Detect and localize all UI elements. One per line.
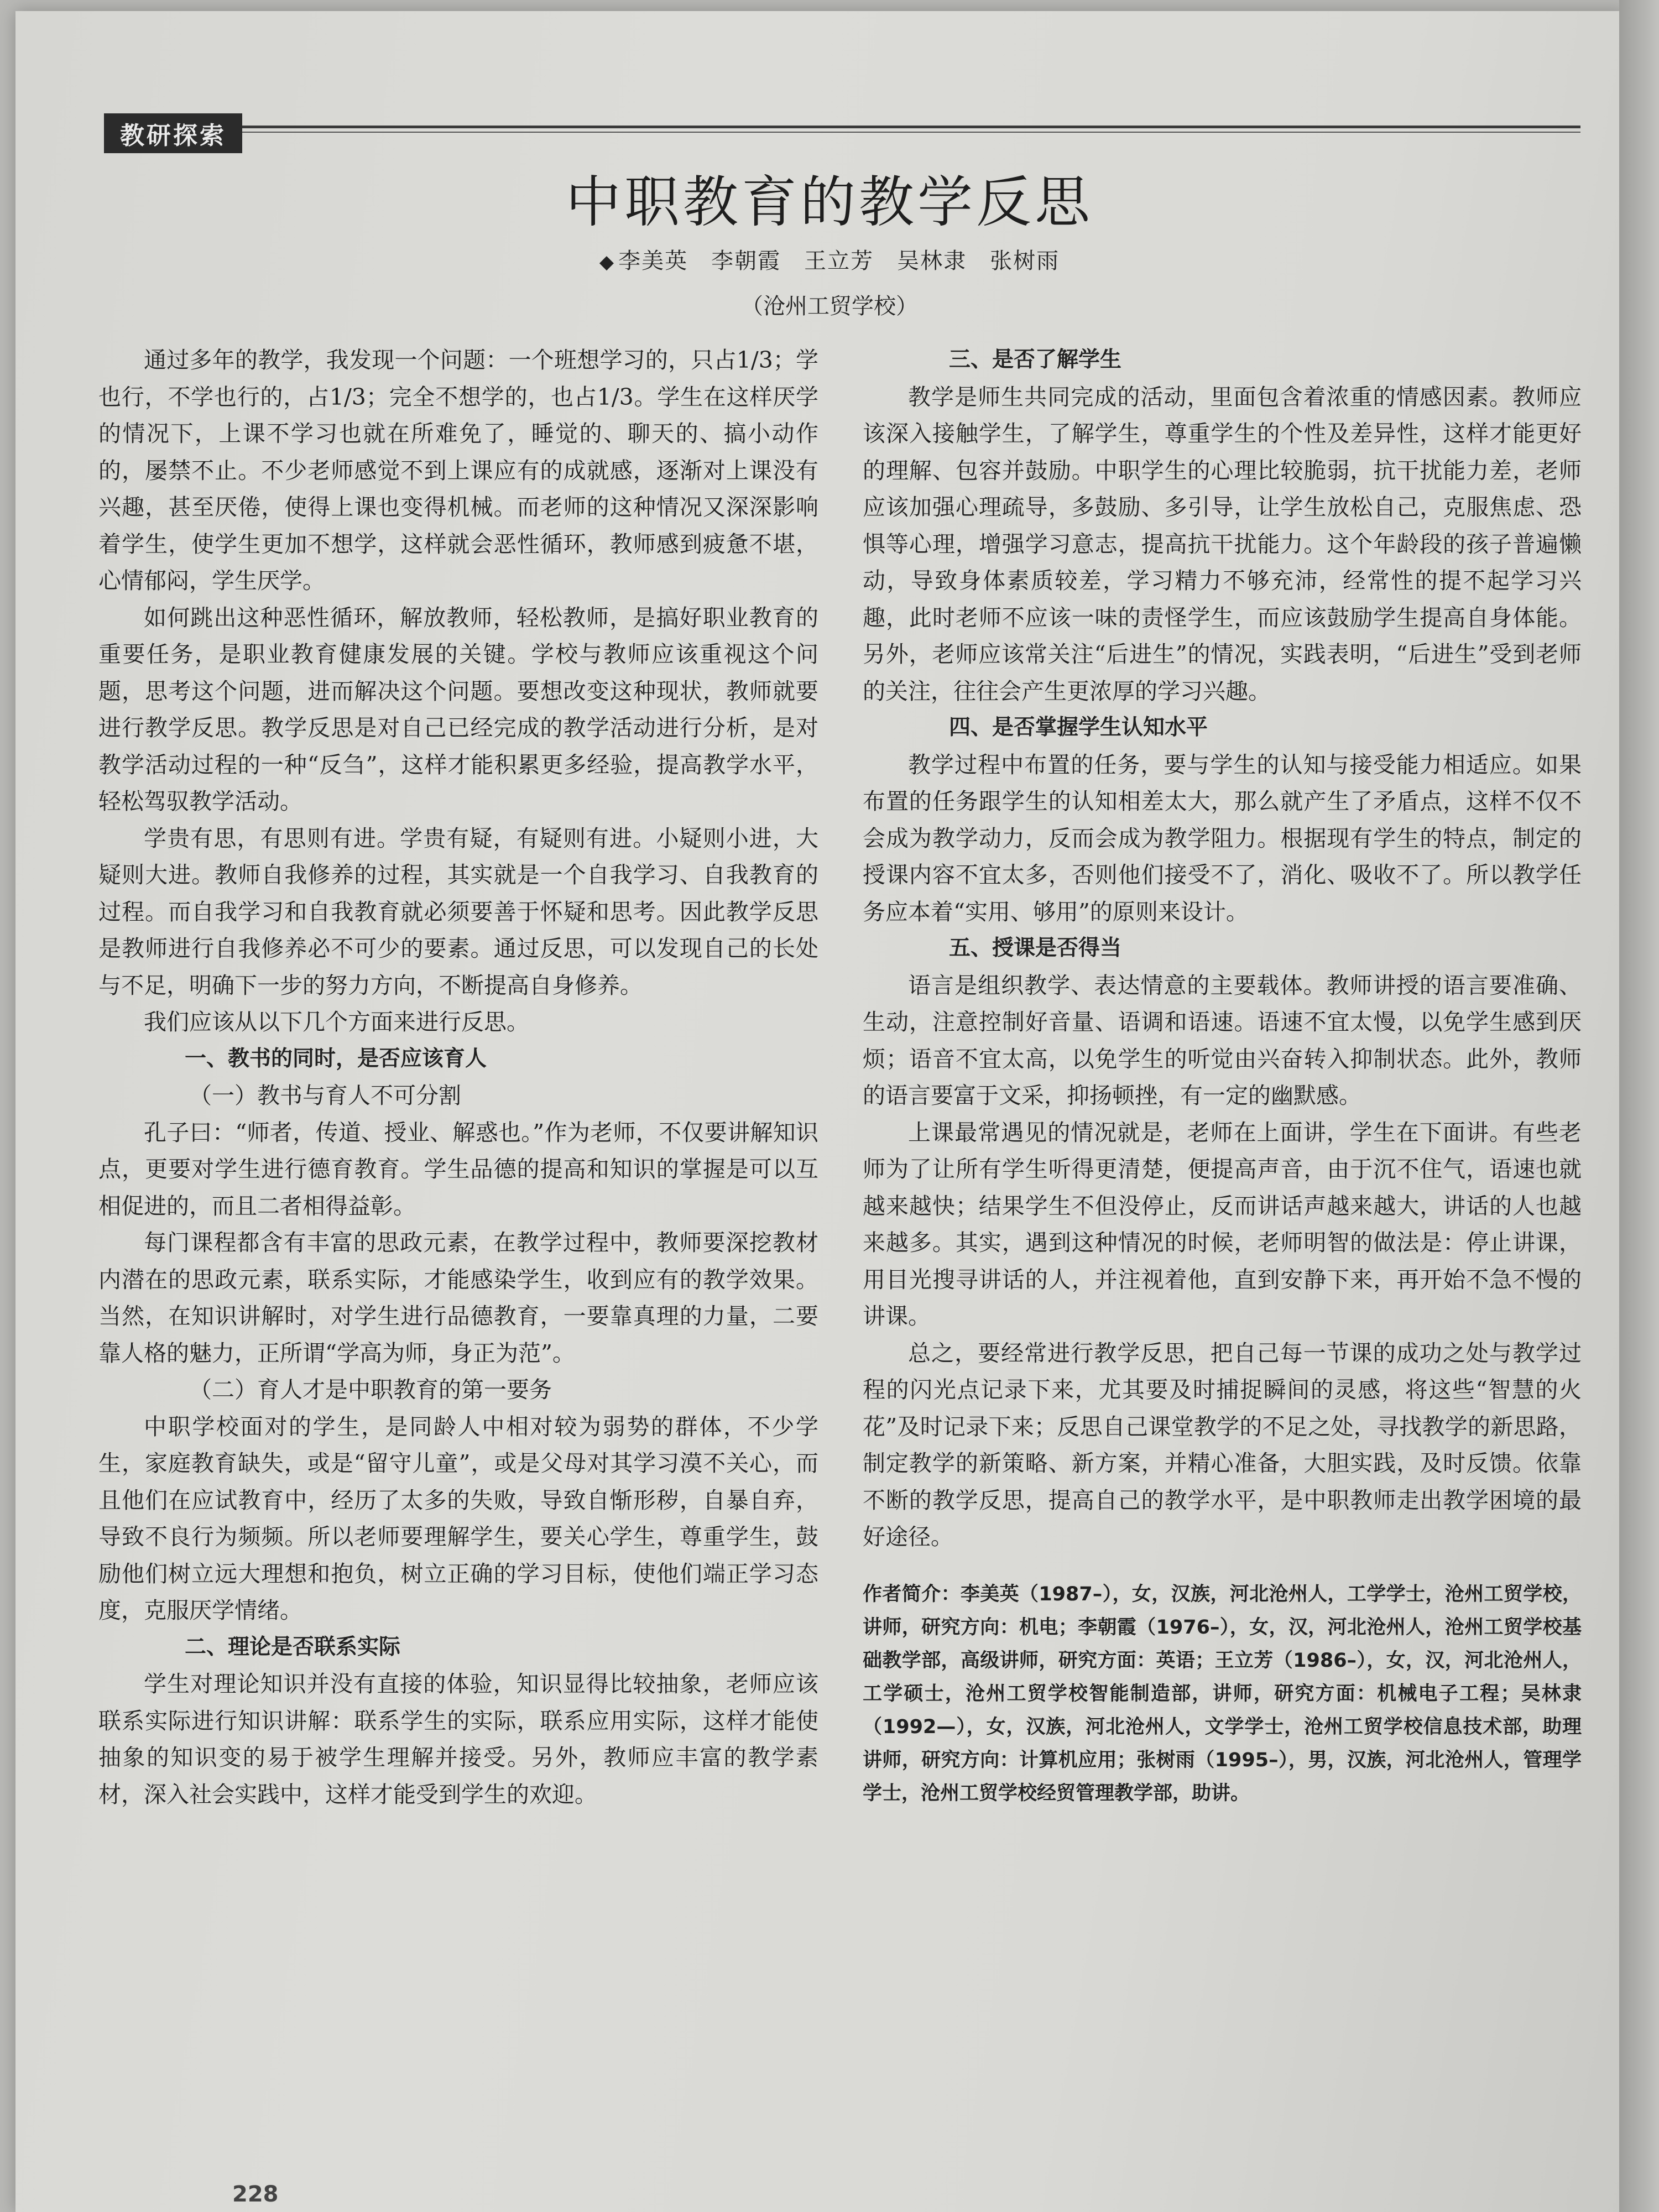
section-heading: 一、教书的同时，是否应该育人 — [185, 1046, 487, 1071]
header-rule-thin — [242, 132, 1580, 133]
paragraph: 语言是组织教学、表达情意的主要载体。教师讲授的语言要准确、生动，注意控制好音量、语调和语速。语速不宜太慢，以免学生感到厌烦；语音不宜太高，以免学生的听觉由兴奋转入抑制状态。此外，教师的语言要富于文采，抑扬顿挫，有一定的幽默感。 — [863, 972, 1582, 1109]
author-names: 李美英 李朝霞 王立芳 吴林隶 张树雨 — [618, 248, 1060, 274]
right-column — [863, 342, 1582, 1810]
affiliation: （沧州工贸学校） — [741, 294, 918, 319]
author-line — [0, 243, 1659, 275]
paragraph: 通过多年的教学，我发现一个问题：一个班想学习的，只占1/3；学也行，不学也行的，占1/3；完全不想学的，也占1/3。学生在这样厌学的情况下，上课不学习也就在所难免了，睡觉的、聊天的、搞小动作的，屡禁不止。不少老师感觉不到上课应有的成就感，逐渐对上课没有兴趣，甚至厌倦，使得上课也变得机械。而老师的这种情况又深深影响着学生，使学生更加不想学，这样就会恶性循环，教师感到疲惫不堪，心情郁闷，学生厌学。 — [98, 347, 818, 594]
subsection-heading: （一）教书与育人不可分割 — [189, 1082, 461, 1109]
paragraph: 学贵有思，有思则有进。学贵有疑，有疑则有进。小疑则小进，大疑则大进。教师自我修养的过程，其实就是一个自我学习、自我教育的过程。而自我学习和自我教育就必须要善于怀疑和思考。因此教学反思是教师进行自我修养必不可少的要素。通过反思，可以发现自己的长处与不足，明确下一步的努力方向，不断提高自身修养。 — [98, 825, 818, 999]
paragraph: 每门课程都含有丰富的思政元素，在教学过程中，教师要深挖教材内潜在的思政元素，联系实际，才能感染学生，收到应有的教学效果。当然，在知识讲解时，对学生进行品德教育，一要靠真理的力量，二要靠人格的魅力，正所谓“学高为师，身正为范”。 — [98, 1229, 818, 1366]
paragraph: 如何跳出这种恶性循环，解放教师，轻松教师，是搞好职业教育的重要任务，是职业教育健康发展的关键。学校与教师应该重视这个问题，思考这个问题，进而解决这个问题。要想改变这种现状，教师就要进行教学反思。教学反思是对自己已经完成的教学活动进行分析，是对教学活动过程的一种“反刍”，这样才能积累更多经验，提高教学水平，轻松驾驭教学活动。 — [98, 604, 818, 815]
paragraph: 上课最常遇见的情况就是，老师在上面讲，学生在下面讲。有些老师为了让所有学生听得更清楚，便提高声音，由于沉不住气，语速也就越来越快；结果学生不但没停止，反而讲话声越来越大，讲话的人也越来越多。其实，遇到这种情况的时候，老师明智的做法是：停止讲课，用目光搜寻讲话的人，并注视着他，直到安静下来，再开始不急不慢的讲课。 — [863, 1119, 1582, 1329]
section-heading: 二、理论是否联系实际 — [185, 1634, 401, 1660]
section-heading: 四、是否掌握学生认知水平 — [949, 715, 1208, 740]
paragraph: 中职学校面对的学生，是同龄人中相对较为弱势的群体，不少学生，家庭教育缺失，或是“留守儿童”，或是父母对其学习漠不关心，而且他们在应试教育中，经历了太多的失败，导致自惭形秽，自暴自弃，导致不良行为频频。所以老师要理解学生，要关心学生，尊重学生，鼓励他们树立远大理想和抱负，树立正确的学习目标，使他们端正学习态度，克服厌学情绪。 — [98, 1413, 818, 1624]
left-column — [98, 342, 818, 1813]
subsection-heading: （二）育人才是中职教育的第一要务 — [189, 1376, 552, 1403]
article-title: 中职教育的教学反思 — [566, 170, 1093, 234]
page-number: 228 — [232, 2182, 279, 2207]
paragraph: 我们应该从以下几个方面来进行反思。 — [144, 1009, 529, 1035]
author-bio: 作者简介：李美英（1987–），女，汉族，河北沧州人，工学学士，沧州工贸学校，讲师，研究方向：机电；李朝霞（1976–），女，汉，河北沧州人，沧州工贸学校基础教学部，高级讲师，研究方面：英语；王立芳（1986–），女，汉，河北沧州人，工学硕士，沧州工贸学校智能制造部，讲师，研究方面：机械电子工程；吴林隶（1992—），女，汉族，河北沧州人，文学学士，沧州工贸学校信息技术部，助理讲师，研究方向：计算机应用；张树雨（1995–），男，汉族，河北沧州人，管理学学士，沧州工贸学校经贸管理教学部，助讲。 — [863, 1583, 1582, 1804]
paragraph: 孔子曰：“师者，传道、授业、解惑也。”作为老师，不仅要讲解知识点，更要对学生进行德育教育。学生品德的提高和知识的掌握是可以互相促进的，而且二者相得益彰。 — [98, 1119, 818, 1219]
section-tag: 教研探索 — [104, 113, 242, 153]
paragraph: 教学是师生共同完成的活动，里面包含着浓重的情感因素。教师应该深入接触学生，了解学生，尊重学生的个性及差异性，这样才能更好的理解、包容并鼓励。中职学生的心理比较脆弱，抗干扰能力差，老师应该加强心理疏导，多鼓励、多引导，让学生放松自己，克服焦虑、恐惧等心理，增强学习意志，提高抗干扰能力。这个年龄段的孩子普遍懒动，导致身体素质较差，学习精力不够充沛，经常性的提不起学习兴趣，此时老师不应该一味的责怪学生，而应该鼓励学生提高自身体能。另外，老师应该常关注“后进生”的情况，实践表明，“后进生”受到老师的关注，往往会产生更浓厚的学习兴趣。 — [863, 383, 1582, 705]
section-heading: 五、授课是否得当 — [949, 936, 1122, 961]
paragraph: 教学过程中布置的任务，要与学生的认知与接受能力相适应。如果布置的任务跟学生的认知相差太大，那么就产生了矛盾点，这样不仅不会成为教学动力，反而会成为教学阻力。根据现有学生的特点，制定的授课内容不宜太多，否则他们接受不了，消化、吸收不了。所以教学任务应本着“实用、够用”的原则来设计。 — [863, 751, 1582, 925]
paragraph: 总之，要经常进行教学反思，把自己每一节课的成功之处与教学过程的闪光点记录下来，尤其要及时捕捉瞬间的灵感，将这些“智慧的火花”及时记录下来；反思自己课堂教学的不足之处，寻找教学的新思路，制定教学的新策略、新方案，并精心准备，大胆实践，及时反馈。依靠不断的教学反思，提高自己的教学水平，是中职教师走出教学困境的最好途径。 — [863, 1339, 1582, 1550]
adjacent-page-edge — [1619, 0, 1659, 2212]
paragraph: 学生对理论知识并没有直接的体验，知识显得比较抽象，老师应该联系实际进行知识讲解：联系学生的实际，联系应用实际，这样才能使抽象的知识变的易于被学生理解并接受。另外，教师应丰富的教学素材，深入社会实践中，这样才能受到学生的欢迎。 — [98, 1671, 818, 1808]
diamond-icon: ◆ — [599, 251, 615, 273]
section-heading: 三、是否了解学生 — [949, 347, 1122, 372]
header-rule — [242, 126, 1580, 128]
